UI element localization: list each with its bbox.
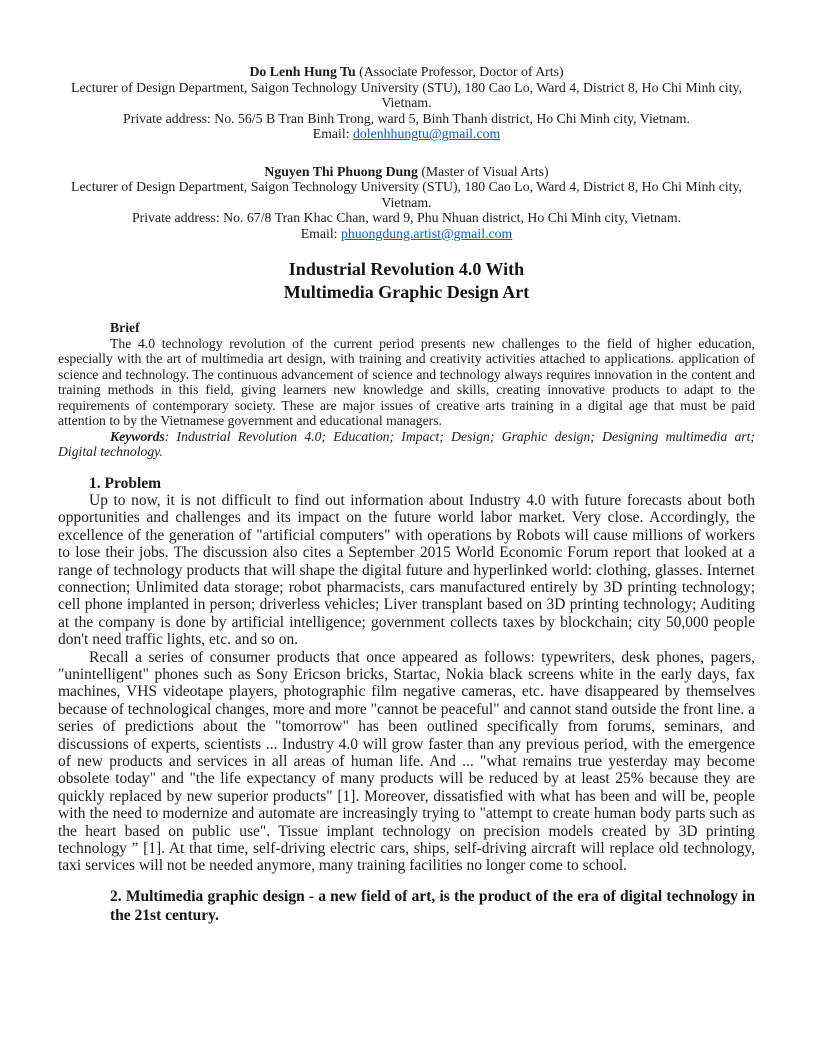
author-2-affiliation: Lecturer of Design Department, Saigon Technology University (STU), 180 Cao Lo, Ward 4, District 8, Ho Chi Minh city, Vietnam. [71,179,742,210]
keywords-label: Keywords [110,428,165,444]
author-2-email-line [58,226,755,242]
author-1-email-line [58,126,755,142]
author-1-name-line [58,64,755,80]
author-2-name: Nguyen Thi Phuong Dung [264,163,418,179]
author-1-name: Do Lenh Hung Tu [249,64,356,79]
abstract-body: The 4.0 technology revolution of the current period presents new challenges to the field of higher education, especially with the art of multimedia art design, with training and creativity activities attached to applications. application of science and technology. The continuous advancement of science and technology always requires innovation in the content and training methods in this field, giving learners new knowledge and skills, creating innovative products to adapt to the requirements of contemporary society. These are major issues of creative arts training in a digital age that must be paid attention to by the Vietnamese government and educational managers. [58,335,755,428]
author-1-private-address: Private address: No. 56/5 B Tran Binh Trong, ward 5, Binh Thanh district, Ho Chi Minh city, Vietnam. [123,110,690,126]
author-1-role: (Associate Professor, Doctor of Arts) [355,64,564,79]
paper-title-line-1: Industrial Revolution 4.0 With [288,259,525,279]
section-1-problem [58,475,755,875]
section-1-paragraph-2: Recall a series of consumer products that once appeared as follows: typewriters, desk phones, pagers, "unintelligent" phones such as Sony Ericson bricks, Startac, Nokia black screens white in the early days, fax machines, VHS videotape players, photographic film negative cameras, etc. have disappeared by themselves because of technological changes, more and more "cannot be peaceful" and cannot stand outside the front line. a series of predictions about the "tomorrow" has been outlined specifically from forums, seminars, and discussions of experts, scientists ... Industry 4.0 will grow faster than any previous period, with the emergence of new products and services in all areas of human life. And ... "what remains true yesterday may become obsolete today" and "the life expectancy of many products will be reduced by at least 25% because they are quickly replaced by new superior products" [1]. Moreover, dissatisfied with what has been and will be, people with the need to modernize and automate are increasingly trying to "attempt to create human body parts such as the heart based on public use". Tissue implant technology on precision models created by 3D printing technology ” [1]. At that time, self-driving electric cars, ships, self-driving aircraft will replace old technology, taxi services will not be needed anymore, many training facilities no longer come to school. [58,648,755,875]
keywords-text: : Industrial Revolution 4.0; Education; Impact; Design; Graphic design; Designing multimedia art; Digital technology. [58,428,755,459]
author-1-email-label: Email: [312,126,353,141]
abstract-heading: Brief [110,320,140,335]
author-2-email-label: Email: [300,225,341,241]
author-2-name-line [58,164,755,180]
author-1-affiliation: Lecturer of Design Department, Saigon Technology University (STU), 180 Cao Lo, Ward 4, District 8, Ho Chi Minh city, Vietnam. [71,79,742,110]
paper-title-line-2: Multimedia Graphic Design Art [283,281,530,302]
section-1-heading: 1. Problem [89,474,162,492]
section-2-heading: 2. Multimedia graphic design - a new field of art, is the product of the era of digital technology in the 21st century. [110,887,755,925]
author-2-private-address: Private address: No. 67/8 Tran Khac Chan, ward 9, Phu Nhuan district, Ho Chi Minh city, Vietnam. [131,210,682,225]
author-block-2 [58,164,755,242]
author-1-email-link[interactable]: dolenhhungtu@gmail.com [353,126,501,141]
author-block-1 [58,64,755,142]
section-1-paragraph-1: Up to now, it is not difficult to find out information about Industry 4.0 with future forecasts about both opportunities and challenges and its impact on the future world labor market. Very close. Accordingly, the excellence of the generation of "artificial computers" with operations by Robots will cause millions of workers to lose their jobs. The discussion also cites a September 2015 World Economic Forum report that looked at a range of technology products that will shape the digital future and hyperlinked world: clothing, glasses. Internet connection; Unlimited data storage; robot pharmacists, cars manufactured entirely by 3D printing technology; cell phone implanted in person; driverless vehicles; Liver transplant based on 3D printing technology; Auditing at the company is done by artificial intelligence; government collects taxes by blockchain; city 50,000 people don't need traffic lights, etc. and so on. [58,491,755,649]
paper-title [58,258,755,303]
keywords-line [58,429,755,460]
author-2-role: (Master of Visual Arts) [417,163,549,179]
author-2-email-link[interactable]: phuongdung.artist@gmail.com [340,225,513,241]
abstract-section [58,320,755,460]
